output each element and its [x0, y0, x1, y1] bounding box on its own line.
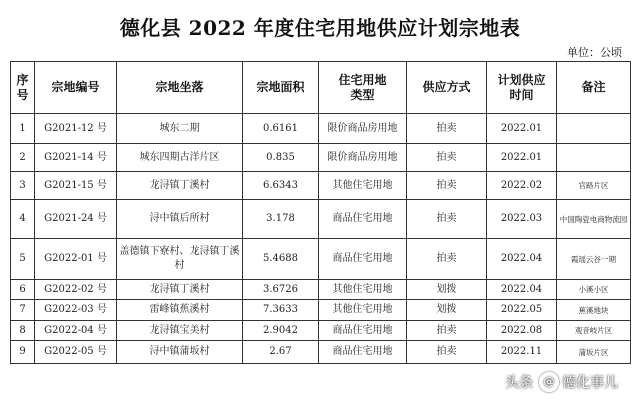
- cell-seq: 9: [11, 341, 35, 364]
- cell-method: 拍卖: [407, 172, 487, 200]
- table-row: [11, 239, 631, 280]
- cell-location: 盖德镇下寮村、龙浔镇丁溪村: [117, 239, 243, 280]
- at-icon: @: [539, 372, 559, 392]
- cell-seq: 1: [11, 114, 35, 144]
- cell-location: 浔中镇蒲坂村: [117, 341, 243, 364]
- cell-method: 拍卖: [407, 321, 487, 341]
- platform-logo: 头条: [505, 375, 533, 391]
- cell-area: 5.4688: [243, 239, 319, 280]
- cell-method: 拍卖: [407, 114, 487, 144]
- cell-note: 蒲坂片区: [557, 341, 631, 364]
- land-supply-table: [10, 61, 631, 364]
- cell-area: 2.67: [243, 341, 319, 364]
- table-row: [11, 200, 631, 239]
- header-type: 住宅用地 类型: [319, 62, 407, 114]
- cell-type: 限价商品房用地: [319, 144, 407, 172]
- unit-label: 单位：公顷: [567, 46, 622, 59]
- cell-area: 0.6161: [243, 114, 319, 144]
- cell-area: 3.6726: [243, 280, 319, 300]
- cell-time: 2022.05: [487, 300, 557, 321]
- cell-type: 商品住宅用地: [319, 200, 407, 239]
- cell-code: G2021-24 号: [35, 200, 117, 239]
- table-row: [11, 321, 631, 341]
- cell-type: 其他住宅用地: [319, 172, 407, 200]
- cell-code: G2021-12 号: [35, 114, 117, 144]
- cell-area: 3.178: [243, 200, 319, 239]
- cell-location: 龙浔镇宝美村: [117, 321, 243, 341]
- cell-seq: 6: [11, 280, 35, 300]
- table-row: [11, 300, 631, 321]
- cell-time: 2022.02: [487, 172, 557, 200]
- cell-method: 拍卖: [407, 239, 487, 280]
- cell-location: 龙浔镇丁溪村: [117, 172, 243, 200]
- cell-code: G2022-04 号: [35, 321, 117, 341]
- cell-code: G2021-15 号: [35, 172, 117, 200]
- cell-location: 雷峰镇蕉溪村: [117, 300, 243, 321]
- cell-type: 限价商品房用地: [319, 114, 407, 144]
- cell-seq: 2: [11, 144, 35, 172]
- header-area: 宗地面积: [243, 62, 319, 114]
- table-row: [11, 144, 631, 172]
- cell-time: 2022.08: [487, 321, 557, 341]
- page-title: 德化县 2022 年度住宅用地供应计划宗地表: [119, 16, 521, 40]
- cell-method: 划拨: [407, 280, 487, 300]
- table-row: [11, 280, 631, 300]
- cell-code: G2021-14 号: [35, 144, 117, 172]
- cell-time: 2022.01: [487, 114, 557, 144]
- cell-seq: 8: [11, 321, 35, 341]
- cell-seq: 5: [11, 239, 35, 280]
- cell-area: 7.3633: [243, 300, 319, 321]
- cell-method: 拍卖: [407, 341, 487, 364]
- cell-location: 城东四期古洋片区: [117, 144, 243, 172]
- header-time: 计划供应 时间: [487, 62, 557, 114]
- header-method: 供应方式: [407, 62, 487, 114]
- cell-type: 其他住宅用地: [319, 280, 407, 300]
- cell-time: 2022.04: [487, 239, 557, 280]
- header-location: 宗地坐落: [117, 62, 243, 114]
- cell-note: 蕉溪地块: [557, 300, 631, 321]
- header-note: 备注: [557, 62, 631, 114]
- cell-method: 拍卖: [407, 144, 487, 172]
- cell-code: G2022-03 号: [35, 300, 117, 321]
- cell-area: 0.835: [243, 144, 319, 172]
- cell-method: 划拨: [407, 300, 487, 321]
- cell-code: G2022-02 号: [35, 280, 117, 300]
- cell-type: 商品住宅用地: [319, 321, 407, 341]
- cell-type: 其他住宅用地: [319, 300, 407, 321]
- table-row: [11, 114, 631, 144]
- cell-note: [557, 144, 631, 172]
- cell-note: 官路片区: [557, 172, 631, 200]
- cell-area: 6.6343: [243, 172, 319, 200]
- cell-seq: 3: [11, 172, 35, 200]
- cell-time: 2022.01: [487, 144, 557, 172]
- cell-time: 2022.04: [487, 280, 557, 300]
- header-seq: 序 号: [11, 62, 35, 114]
- cell-location: 城东二期: [117, 114, 243, 144]
- cell-location: 龙浔镇丁溪村: [117, 280, 243, 300]
- cell-code: G2022-01 号: [35, 239, 117, 280]
- cell-note: [557, 114, 631, 144]
- header-code: 宗地编号: [35, 62, 117, 114]
- table-header-row: [11, 62, 631, 114]
- cell-time: 2022.03: [487, 200, 557, 239]
- cell-seq: 7: [11, 300, 35, 321]
- cell-note: 小溪小区: [557, 280, 631, 300]
- cell-note: 观音岐片区: [557, 321, 631, 341]
- cell-code: G2022-05 号: [35, 341, 117, 364]
- cell-type: 商品住宅用地: [319, 341, 407, 364]
- cell-time: 2022.11: [487, 341, 557, 364]
- cell-seq: 4: [11, 200, 35, 239]
- cell-type: 商品住宅用地: [319, 239, 407, 280]
- cell-area: 2.9042: [243, 321, 319, 341]
- cell-note: 霞瑶云谷一期: [557, 239, 631, 280]
- table-row: [11, 341, 631, 364]
- cell-note: 中国陶瓷电商物流园: [557, 200, 631, 239]
- table-row: [11, 172, 631, 200]
- cell-method: 拍卖: [407, 200, 487, 239]
- watermark: [505, 372, 618, 392]
- cell-location: 浔中镇后所村: [117, 200, 243, 239]
- watermark-account: 德化事儿: [562, 375, 618, 391]
